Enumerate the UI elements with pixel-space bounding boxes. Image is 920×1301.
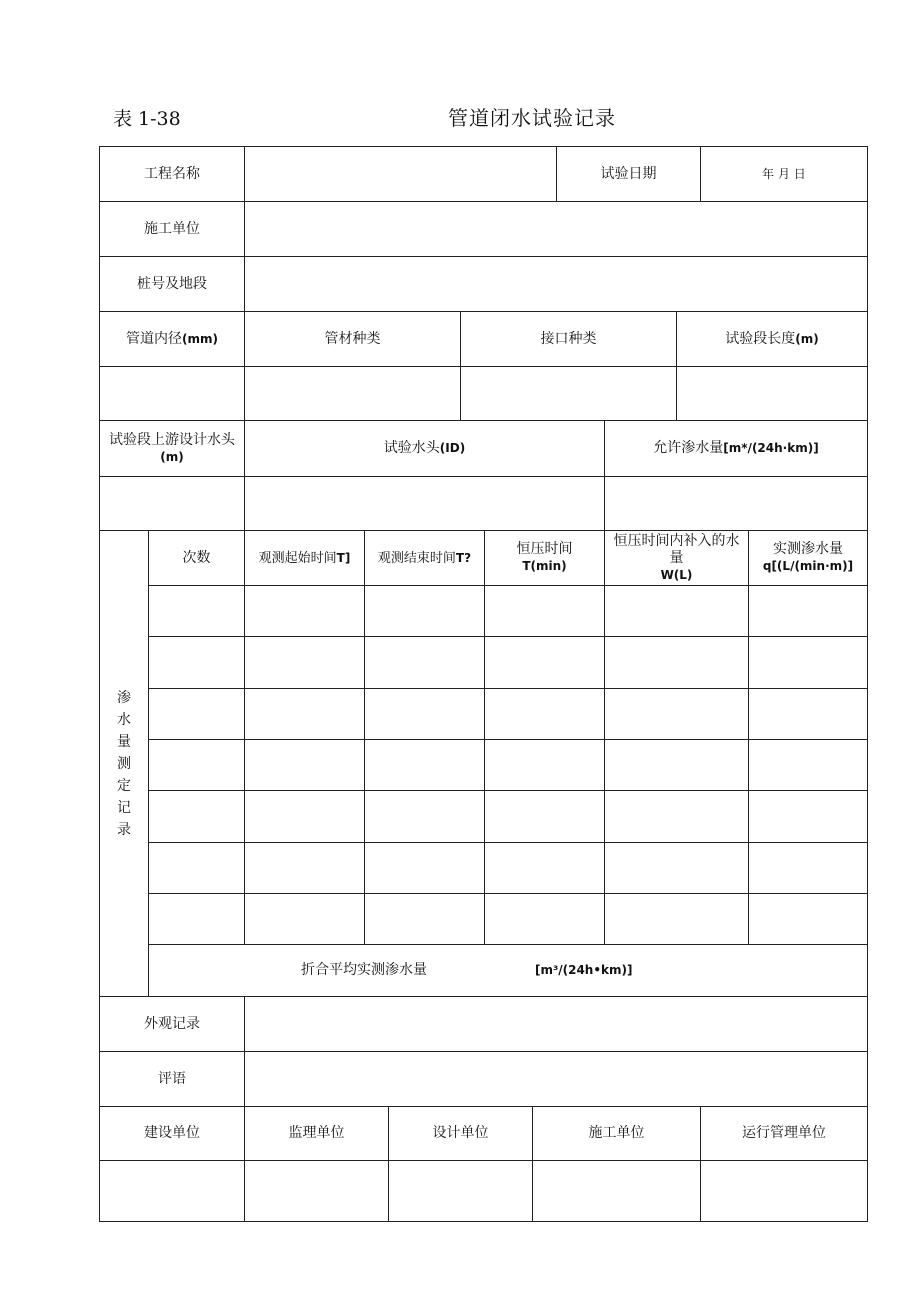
sig-constructor-label: 施工单位 xyxy=(588,1125,645,1141)
test-date-field[interactable]: 年 月 日 xyxy=(762,166,806,181)
supervisor-label: 监理单位 xyxy=(288,1125,345,1141)
table-row[interactable] xyxy=(149,740,867,790)
table-row[interactable] xyxy=(149,843,867,893)
test-date-label: 试验日期 xyxy=(600,165,657,182)
seepage-section-label: 渗 水 量 测 定 记 录 xyxy=(117,690,131,838)
constructor-label: 施工单位 xyxy=(144,220,200,237)
operator-label: 运行管理单位 xyxy=(742,1125,826,1141)
owner-signature-field[interactable] xyxy=(100,1161,244,1221)
designer-label: 设计单位 xyxy=(432,1125,489,1141)
table-row[interactable] xyxy=(149,637,867,688)
joint-type-field[interactable] xyxy=(461,367,676,420)
col-const-time-header: 恒压时间 T(min) xyxy=(516,541,573,573)
pipe-diameter-label: 管道内径 (mm) xyxy=(126,330,218,347)
comment-label: 评语 xyxy=(158,1070,186,1087)
table-row[interactable] xyxy=(149,791,867,842)
allowed-seepage-label: 允许渗水量 [m*/(24h·km)] xyxy=(653,440,819,456)
operator-signature-field[interactable] xyxy=(701,1161,867,1221)
design-head-field[interactable] xyxy=(100,477,244,530)
project-name-label: 工程名称 xyxy=(144,165,200,182)
col-count-header: 次数 xyxy=(182,549,211,566)
appearance-field[interactable] xyxy=(245,997,867,1051)
appearance-label: 外观记录 xyxy=(144,1015,200,1032)
table-row[interactable] xyxy=(149,894,867,944)
test-length-label: 试验段长度 (m) xyxy=(725,330,819,347)
comment-field[interactable] xyxy=(245,1052,867,1106)
col-end-header: 观测结束时间 T? xyxy=(377,550,472,566)
col-measured-header: 实测渗水量 q[(L/(min·m)] xyxy=(762,541,854,573)
constructor-field[interactable] xyxy=(245,202,867,256)
pipe-material-label: 管材种类 xyxy=(324,330,381,347)
project-name-field[interactable] xyxy=(245,147,556,201)
owner-label: 建设单位 xyxy=(144,1125,200,1141)
test-head-label: 试验水头 (ID) xyxy=(383,440,466,456)
station-field[interactable] xyxy=(245,257,867,311)
constructor-signature-field[interactable] xyxy=(533,1161,700,1221)
table-row[interactable] xyxy=(149,689,867,739)
pipe-diameter-field[interactable] xyxy=(100,367,244,420)
allowed-seepage-field[interactable] xyxy=(605,477,867,530)
joint-type-label: 接口种类 xyxy=(540,330,597,347)
station-label: 桩号及地段 xyxy=(137,275,207,292)
table-number: 表 1-38 xyxy=(113,108,181,130)
test-head-field[interactable] xyxy=(245,477,604,530)
average-seepage-unit: [m³/(24h•km)] xyxy=(535,963,633,977)
pipe-material-field[interactable] xyxy=(245,367,460,420)
average-seepage-label: 折合平均实测渗水量 xyxy=(301,962,427,978)
designer-signature-field[interactable] xyxy=(389,1161,532,1221)
table-row[interactable] xyxy=(149,586,867,636)
document-title: 管道闭水试验记录 xyxy=(448,106,616,130)
supervisor-signature-field[interactable] xyxy=(245,1161,388,1221)
average-seepage-row xyxy=(149,945,867,996)
test-length-field[interactable] xyxy=(677,367,867,420)
design-head-label: 试验段上游设计水头 (m) xyxy=(109,431,235,464)
col-start-header: 观测起始时间 T] xyxy=(258,550,351,566)
col-water-header: 恒压时间内补入的水量 W(L) xyxy=(613,532,740,582)
